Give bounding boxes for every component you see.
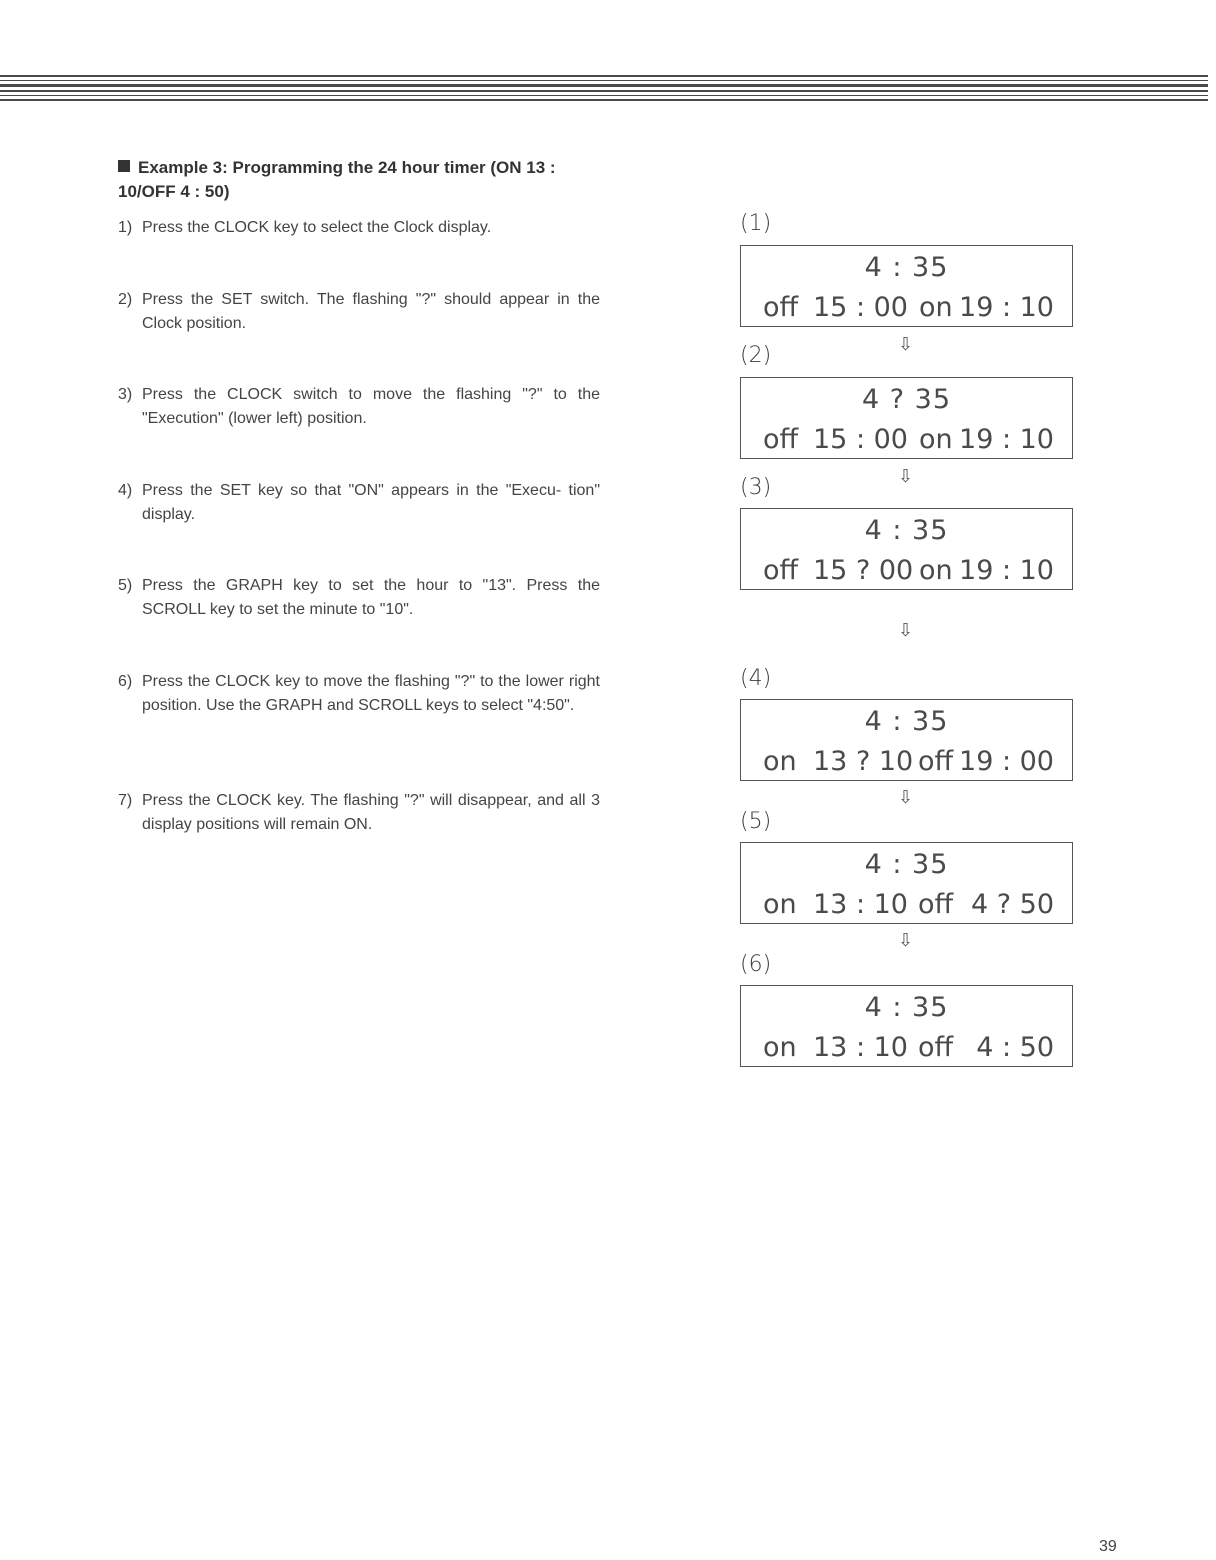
step-text: Press the CLOCK key to move the flashing "?" to the lower right position. Use the GRAPH and SCROLL keys to select "4:50".	[142, 673, 600, 714]
lcd-timer-a-time: 15 : 00	[813, 424, 908, 455]
lcd-timer-b-state: off	[918, 746, 954, 777]
down-arrow-icon: ⇩	[898, 620, 914, 641]
step-text: Press the SET key so that "ON" appears in the "Execu- tion" display.	[142, 482, 600, 523]
lcd-timer-b-time: 19 : 10	[959, 292, 1054, 323]
lcd-timer-a-state: off	[763, 424, 799, 455]
page-number: 39	[1099, 1538, 1117, 1555]
lcd-clock: 4 : 35	[864, 252, 949, 283]
step-number: 5)	[118, 577, 133, 594]
display-label: (5)	[740, 809, 772, 834]
lcd-clock: 4 : 35	[864, 992, 949, 1023]
down-arrow-icon: ⇩	[898, 930, 914, 951]
lcd-display	[740, 842, 1073, 924]
header-rule	[0, 99, 1208, 101]
display-label: (1)	[740, 211, 772, 236]
step-text: Press the CLOCK key to select the Clock display.	[142, 219, 492, 236]
header-rule	[0, 75, 1208, 77]
step-5	[118, 574, 600, 622]
header-rule	[0, 90, 1208, 92]
lcd-timer-b-time: 4 ? 50	[970, 889, 1054, 920]
step-text: Press the GRAPH key to set the hour to "13". Press the SCROLL key to set the minute to "10".	[142, 577, 600, 618]
lcd-timer-a-time: 13 : 10	[813, 889, 908, 920]
step-number: 6)	[118, 673, 133, 690]
lcd-timer-b-state: off	[918, 1032, 954, 1063]
lcd-display	[740, 245, 1073, 327]
down-arrow-icon: ⇩	[898, 787, 914, 808]
step-text: Press the CLOCK key. The flashing "?" will disappear, and all 3 display positions will remain ON.	[142, 792, 600, 833]
lcd-timer-a-state: off	[763, 292, 799, 323]
lcd-timer-b-state: on	[919, 555, 953, 586]
lcd-timer-b-state: off	[918, 889, 954, 920]
header-rule	[0, 95, 1208, 96]
lcd-display	[740, 377, 1073, 459]
lcd-display	[740, 508, 1073, 590]
step-text: Press the SET switch. The flashing "?" should appear in the Clock position.	[142, 291, 600, 332]
lcd-timer-b-time: 4 : 50	[976, 1032, 1054, 1063]
step-number: 3)	[118, 386, 133, 403]
step-7	[118, 789, 600, 837]
display-label: (3)	[740, 475, 772, 500]
lcd-timer-b-time: 19 : 10	[959, 555, 1054, 586]
step-number: 7)	[118, 792, 133, 809]
step-number: 2)	[118, 291, 133, 308]
step-number: 1)	[118, 219, 133, 236]
step-text: Press the CLOCK switch to move the flashing "?" to the "Execution" (lower left) position.	[142, 386, 600, 427]
display-label: (4)	[740, 666, 772, 691]
down-arrow-icon: ⇩	[898, 466, 914, 487]
lcd-timer-a-state: off	[763, 555, 799, 586]
lcd-clock: 4 : 35	[864, 515, 949, 546]
lcd-timer-a-state: on	[763, 1032, 797, 1063]
lcd-display	[740, 699, 1073, 781]
lcd-timer-a-time: 15 ? 00	[813, 555, 914, 586]
lcd-timer-a-time: 13 : 10	[813, 1032, 908, 1063]
header-rule	[0, 80, 1208, 81]
lcd-timer-a-time: 15 : 00	[813, 292, 908, 323]
display-label: (2)	[740, 343, 772, 368]
bullet-square-icon	[118, 160, 130, 172]
lcd-clock: 4 : 35	[864, 706, 949, 737]
lcd-clock: 4 ? 35	[861, 384, 952, 415]
step-4	[118, 479, 600, 527]
down-arrow-icon: ⇩	[898, 334, 914, 355]
step-3	[118, 383, 600, 431]
lcd-display	[740, 985, 1073, 1067]
step-2	[118, 288, 600, 336]
lcd-clock: 4 : 35	[864, 849, 949, 880]
header-rule	[0, 84, 1208, 87]
lcd-timer-a-state: on	[763, 889, 797, 920]
lcd-timer-b-state: on	[919, 424, 953, 455]
step-1	[118, 216, 600, 240]
display-label: (6)	[740, 952, 772, 977]
lcd-timer-b-time: 19 : 10	[959, 424, 1054, 455]
section-heading	[118, 156, 600, 204]
lcd-timer-b-state: on	[919, 292, 953, 323]
section-heading-text: Example 3: Programming the 24 hour timer (ON 13 : 10/OFF 4 : 50)	[118, 158, 556, 201]
step-number: 4)	[118, 482, 133, 499]
lcd-timer-b-time: 19 : 00	[959, 746, 1054, 777]
step-6	[118, 670, 600, 718]
lcd-timer-a-state: on	[763, 746, 797, 777]
lcd-timer-a-time: 13 ? 10	[813, 746, 914, 777]
